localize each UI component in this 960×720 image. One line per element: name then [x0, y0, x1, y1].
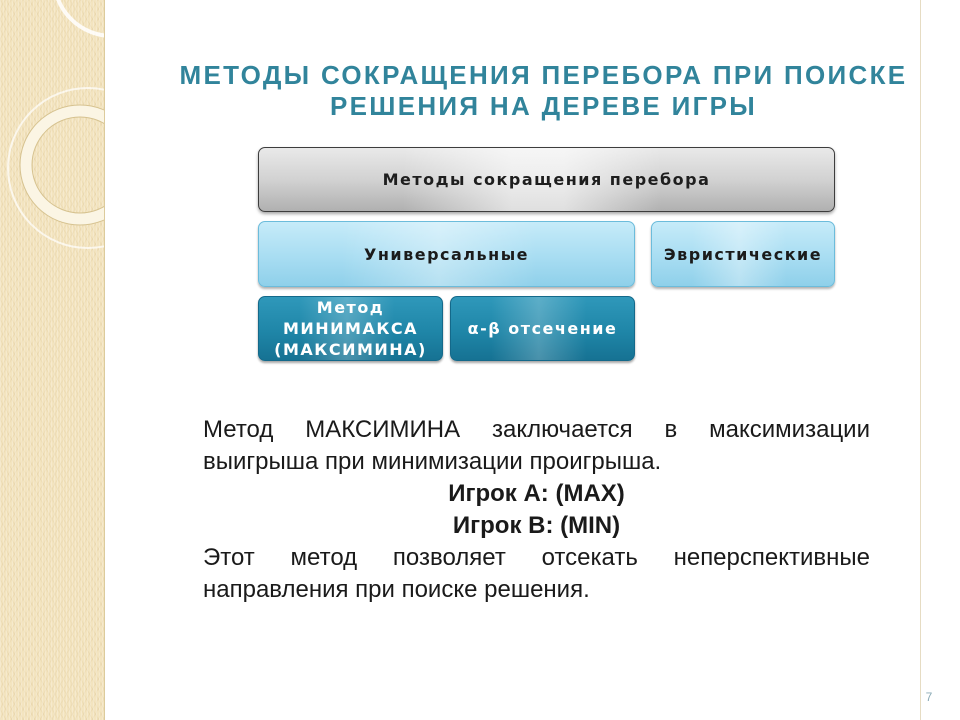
paragraph-2-line-2: направления при поиске решения.	[203, 576, 590, 603]
node-heuristic	[651, 221, 835, 287]
node-alpha-beta	[450, 296, 635, 361]
side-panel-rings	[0, 0, 104, 720]
node-universal-label: Универсальные	[363, 244, 530, 264]
node-heuristic-label: Эвристические	[663, 244, 823, 264]
slide-title-line-2: РЕШЕНИЯ НА ДЕРЕВЕ ИГРЫ	[329, 91, 758, 121]
slide-title-line-1: МЕТОДЫ СОКРАЩЕНИЯ ПЕРЕБОРА ПРИ ПОИСКЕ	[179, 60, 908, 90]
top-arc	[54, 0, 104, 36]
node-alpha-beta-label: α-β отсечение	[467, 319, 618, 338]
paragraph-2-line-1: Этот метод позволяет отсекать неперспективные	[203, 544, 870, 571]
node-minimax-line-2: МИНИМАКСА	[282, 319, 419, 338]
node-minimax-line-3: (МАКСИМИНА)	[274, 340, 427, 359]
ring-outer-edge	[20, 105, 104, 225]
node-minimax-line-1: Метод	[316, 298, 385, 317]
paragraph-1-line-2: выигрыша при минимизации проигрыша.	[203, 448, 662, 475]
player-b-line: Игрок B: (MIN)	[452, 512, 621, 539]
slide-number: 7	[925, 690, 933, 704]
node-minimax	[258, 296, 443, 361]
root-node-methods	[258, 147, 835, 212]
player-a-line: Игрок A: (MAX)	[448, 480, 625, 507]
node-universal	[258, 221, 635, 287]
ring	[26, 111, 104, 219]
slide-title	[136, 60, 951, 122]
decorative-side-panel	[0, 0, 105, 720]
paragraph-1-line-1: Метод МАКСИМИНА заключается в максимизации	[203, 416, 870, 443]
body-text	[203, 414, 870, 606]
root-node-label: Методы сокращения перебора	[382, 170, 711, 189]
